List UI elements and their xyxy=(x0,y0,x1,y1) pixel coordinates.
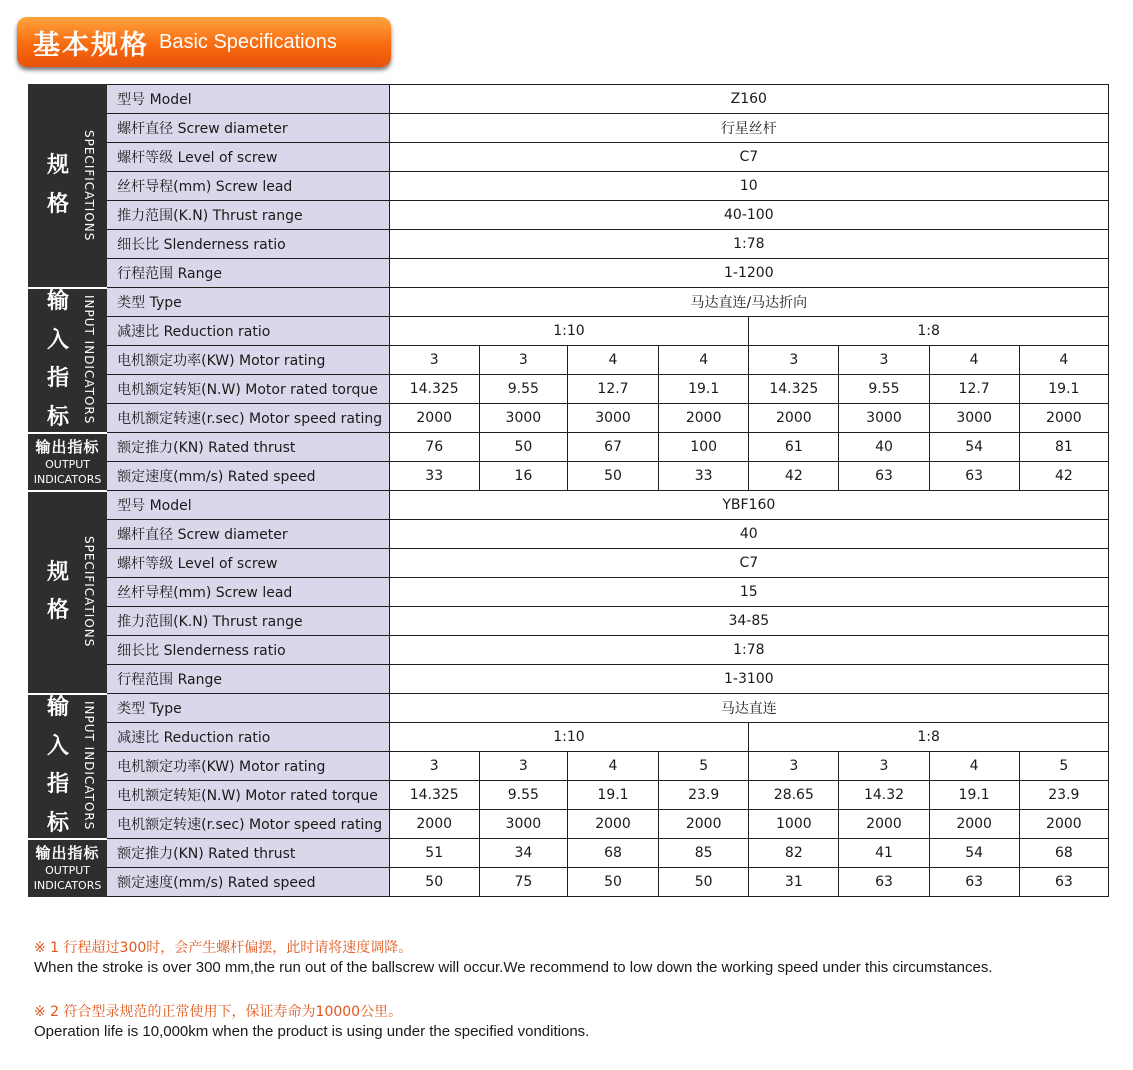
specifications-section: 规 格 SPECIFICATIONS xyxy=(29,85,107,288)
table-row xyxy=(29,839,1109,868)
cell: 3 xyxy=(479,346,567,375)
cell: 23.9 xyxy=(659,781,749,810)
row-label: 电机额定转矩(N.W) Motor rated torque xyxy=(107,781,390,810)
cell: 2000 xyxy=(567,810,658,839)
row-label: 电机额定功率(KW) Motor rating xyxy=(107,752,390,781)
row-label: 减速比 Reduction ratio xyxy=(107,317,390,346)
table-row xyxy=(29,607,1109,636)
note-zh: ※ 1 行程超过300时，会产生螺杆偏摆，此时请将速度调降。 xyxy=(34,940,413,956)
cell: 4 xyxy=(929,346,1019,375)
cell: 41 xyxy=(839,839,929,868)
cell: 3000 xyxy=(567,404,658,433)
row-label: 电机额定转矩(N.W) Motor rated torque xyxy=(107,375,390,404)
cell: 67 xyxy=(567,433,658,462)
cell: 2000 xyxy=(1019,404,1108,433)
row-label: 额定推力(KN) Rated thrust xyxy=(107,433,390,462)
type-value: 马达直连 xyxy=(389,694,1108,723)
row-label: 额定速度(mm/s) Rated speed xyxy=(107,462,390,491)
cell: 34 xyxy=(479,839,567,868)
cell: 51 xyxy=(389,839,479,868)
cell: 12.7 xyxy=(929,375,1019,404)
cell: 3 xyxy=(479,752,567,781)
row-label: 螺杆等级 Level of screw xyxy=(107,143,390,172)
table-row xyxy=(29,317,1109,346)
cell: 76 xyxy=(389,433,479,462)
cell: 31 xyxy=(749,868,839,897)
cell: 33 xyxy=(659,462,749,491)
table-row xyxy=(29,520,1109,549)
thrust-range-value: 40-100 xyxy=(389,201,1108,230)
cell: 14.325 xyxy=(749,375,839,404)
row-label: 类型 Type xyxy=(107,288,390,317)
table-row xyxy=(29,491,1109,520)
cell: 4 xyxy=(567,346,658,375)
input-indicators-section: 输 入 指 标 INPUT INDICATORS xyxy=(29,288,107,433)
cell: 19.1 xyxy=(659,375,749,404)
table-row xyxy=(29,462,1109,491)
table-row xyxy=(29,549,1109,578)
level-value: C7 xyxy=(389,143,1108,172)
ratio-a: 1:10 xyxy=(389,723,749,752)
table-row xyxy=(29,752,1109,781)
row-label: 螺杆直径 Screw diameter xyxy=(107,520,390,549)
row-label: 推力范围(K.N) Thrust range xyxy=(107,201,390,230)
cell: 9.55 xyxy=(839,375,929,404)
cell: 85 xyxy=(659,839,749,868)
cell: 3 xyxy=(839,346,929,375)
cell: 2000 xyxy=(659,810,749,839)
ratio-b: 1:8 xyxy=(749,317,1109,346)
cell: 14.32 xyxy=(839,781,929,810)
cell: 2000 xyxy=(749,404,839,433)
cell: 12.7 xyxy=(567,375,658,404)
cell: 63 xyxy=(929,462,1019,491)
note-en: When the stroke is over 300 mm,the run out of the ballscrew will occur.We recommend to low down the working speed under this circumstances. xyxy=(34,959,993,976)
note-zh: ※ 2 符合型录规范的正常使用下，保证寿命为10000公里。 xyxy=(34,1004,403,1020)
screw-diameter-value: 行星丝杆 xyxy=(389,114,1108,143)
cell: 75 xyxy=(479,868,567,897)
cell: 3000 xyxy=(839,404,929,433)
slenderness-value: 1:78 xyxy=(389,636,1108,665)
model-value: YBF160 xyxy=(389,491,1108,520)
model-value: Z160 xyxy=(389,85,1108,114)
cell: 50 xyxy=(567,868,658,897)
cell: 2000 xyxy=(389,404,479,433)
cell: 50 xyxy=(389,868,479,897)
output-indicators-section: 输出指标 OUTPUT INDICATORS xyxy=(29,433,107,491)
table-row xyxy=(29,85,1109,114)
cell: 68 xyxy=(1019,839,1108,868)
cell: 28.65 xyxy=(749,781,839,810)
cell: 33 xyxy=(389,462,479,491)
cell: 61 xyxy=(749,433,839,462)
row-label: 细长比 Slenderness ratio xyxy=(107,636,390,665)
table-row xyxy=(29,201,1109,230)
title-zh: 基本规格 xyxy=(33,29,149,61)
spec-table xyxy=(28,84,1109,897)
cell: 2000 xyxy=(659,404,749,433)
table-row xyxy=(29,636,1109,665)
cell: 63 xyxy=(929,868,1019,897)
cell: 4 xyxy=(1019,346,1108,375)
cell: 3000 xyxy=(479,404,567,433)
cell: 3 xyxy=(749,752,839,781)
row-label: 细长比 Slenderness ratio xyxy=(107,230,390,259)
range-value: 1-3100 xyxy=(389,665,1108,694)
cell: 19.1 xyxy=(567,781,658,810)
footnotes xyxy=(34,938,1114,1066)
row-label: 型号 Model xyxy=(107,85,390,114)
table-row xyxy=(29,781,1109,810)
section-title-banner xyxy=(17,17,391,67)
table-row xyxy=(29,114,1109,143)
row-label: 额定速度(mm/s) Rated speed xyxy=(107,868,390,897)
cell: 9.55 xyxy=(479,375,567,404)
cell: 2000 xyxy=(929,810,1019,839)
row-label: 螺杆直径 Screw diameter xyxy=(107,114,390,143)
cell: 2000 xyxy=(389,810,479,839)
table-row xyxy=(29,433,1109,462)
cell: 50 xyxy=(567,462,658,491)
range-value: 1-1200 xyxy=(389,259,1108,288)
row-label: 行程范围 Range xyxy=(107,665,390,694)
row-label: 电机额定转速(r.sec) Motor speed rating xyxy=(107,810,390,839)
ratio-a: 1:10 xyxy=(389,317,749,346)
screw-diameter-value: 40 xyxy=(389,520,1108,549)
row-label: 电机额定功率(KW) Motor rating xyxy=(107,346,390,375)
cell: 50 xyxy=(479,433,567,462)
cell: 19.1 xyxy=(1019,375,1108,404)
table-row xyxy=(29,143,1109,172)
cell: 3 xyxy=(839,752,929,781)
row-label: 丝杆导程(mm) Screw lead xyxy=(107,578,390,607)
table-row xyxy=(29,172,1109,201)
row-label: 丝杆导程(mm) Screw lead xyxy=(107,172,390,201)
row-label: 减速比 Reduction ratio xyxy=(107,723,390,752)
cell: 3 xyxy=(389,346,479,375)
table-row xyxy=(29,375,1109,404)
cell: 4 xyxy=(929,752,1019,781)
cell: 54 xyxy=(929,433,1019,462)
slenderness-value: 1:78 xyxy=(389,230,1108,259)
cell: 63 xyxy=(839,462,929,491)
cell: 5 xyxy=(1019,752,1108,781)
cell: 4 xyxy=(567,752,658,781)
cell: 63 xyxy=(1019,868,1108,897)
note-en: Operation life is 10,000km when the product is using under the specified vonditions. xyxy=(34,1023,590,1040)
cell: 63 xyxy=(839,868,929,897)
cell: 3000 xyxy=(929,404,1019,433)
table-row xyxy=(29,810,1109,839)
table-row xyxy=(29,723,1109,752)
cell: 82 xyxy=(749,839,839,868)
cell: 16 xyxy=(479,462,567,491)
cell: 2000 xyxy=(1019,810,1108,839)
cell: 14.325 xyxy=(389,781,479,810)
row-label: 螺杆等级 Level of screw xyxy=(107,549,390,578)
row-label: 类型 Type xyxy=(107,694,390,723)
cell: 3 xyxy=(389,752,479,781)
table-row xyxy=(29,404,1109,433)
table-row xyxy=(29,694,1109,723)
row-label: 行程范围 Range xyxy=(107,259,390,288)
cell: 5 xyxy=(659,752,749,781)
thrust-range-value: 34-85 xyxy=(389,607,1108,636)
row-label: 额定推力(KN) Rated thrust xyxy=(107,839,390,868)
lead-value: 10 xyxy=(389,172,1108,201)
output-indicators-section: 输出指标 OUTPUT INDICATORS xyxy=(29,839,107,897)
row-label: 型号 Model xyxy=(107,491,390,520)
table-row xyxy=(29,259,1109,288)
cell: 42 xyxy=(1019,462,1108,491)
cell: 50 xyxy=(659,868,749,897)
cell: 3 xyxy=(749,346,839,375)
cell: 81 xyxy=(1019,433,1108,462)
cell: 4 xyxy=(659,346,749,375)
lead-value: 15 xyxy=(389,578,1108,607)
cell: 3000 xyxy=(479,810,567,839)
specifications-section: 规 格 SPECIFICATIONS xyxy=(29,491,107,694)
cell: 14.325 xyxy=(389,375,479,404)
cell: 42 xyxy=(749,462,839,491)
table-row xyxy=(29,346,1109,375)
cell: 40 xyxy=(839,433,929,462)
row-label: 推力范围(K.N) Thrust range xyxy=(107,607,390,636)
cell: 23.9 xyxy=(1019,781,1108,810)
cell: 54 xyxy=(929,839,1019,868)
level-value: C7 xyxy=(389,549,1108,578)
ratio-b: 1:8 xyxy=(749,723,1109,752)
table-row xyxy=(29,230,1109,259)
cell: 1000 xyxy=(749,810,839,839)
row-label: 电机额定转速(r.sec) Motor speed rating xyxy=(107,404,390,433)
cell: 68 xyxy=(567,839,658,868)
table-row xyxy=(29,578,1109,607)
type-value: 马达直连/马达折向 xyxy=(389,288,1108,317)
cell: 19.1 xyxy=(929,781,1019,810)
cell: 9.55 xyxy=(479,781,567,810)
cell: 100 xyxy=(659,433,749,462)
table-row xyxy=(29,665,1109,694)
title-en: Basic Specifications xyxy=(159,30,337,53)
cell: 2000 xyxy=(839,810,929,839)
input-indicators-section: 输 入 指 标 INPUT INDICATORS xyxy=(29,694,107,839)
table-row xyxy=(29,288,1109,317)
table-row xyxy=(29,868,1109,897)
